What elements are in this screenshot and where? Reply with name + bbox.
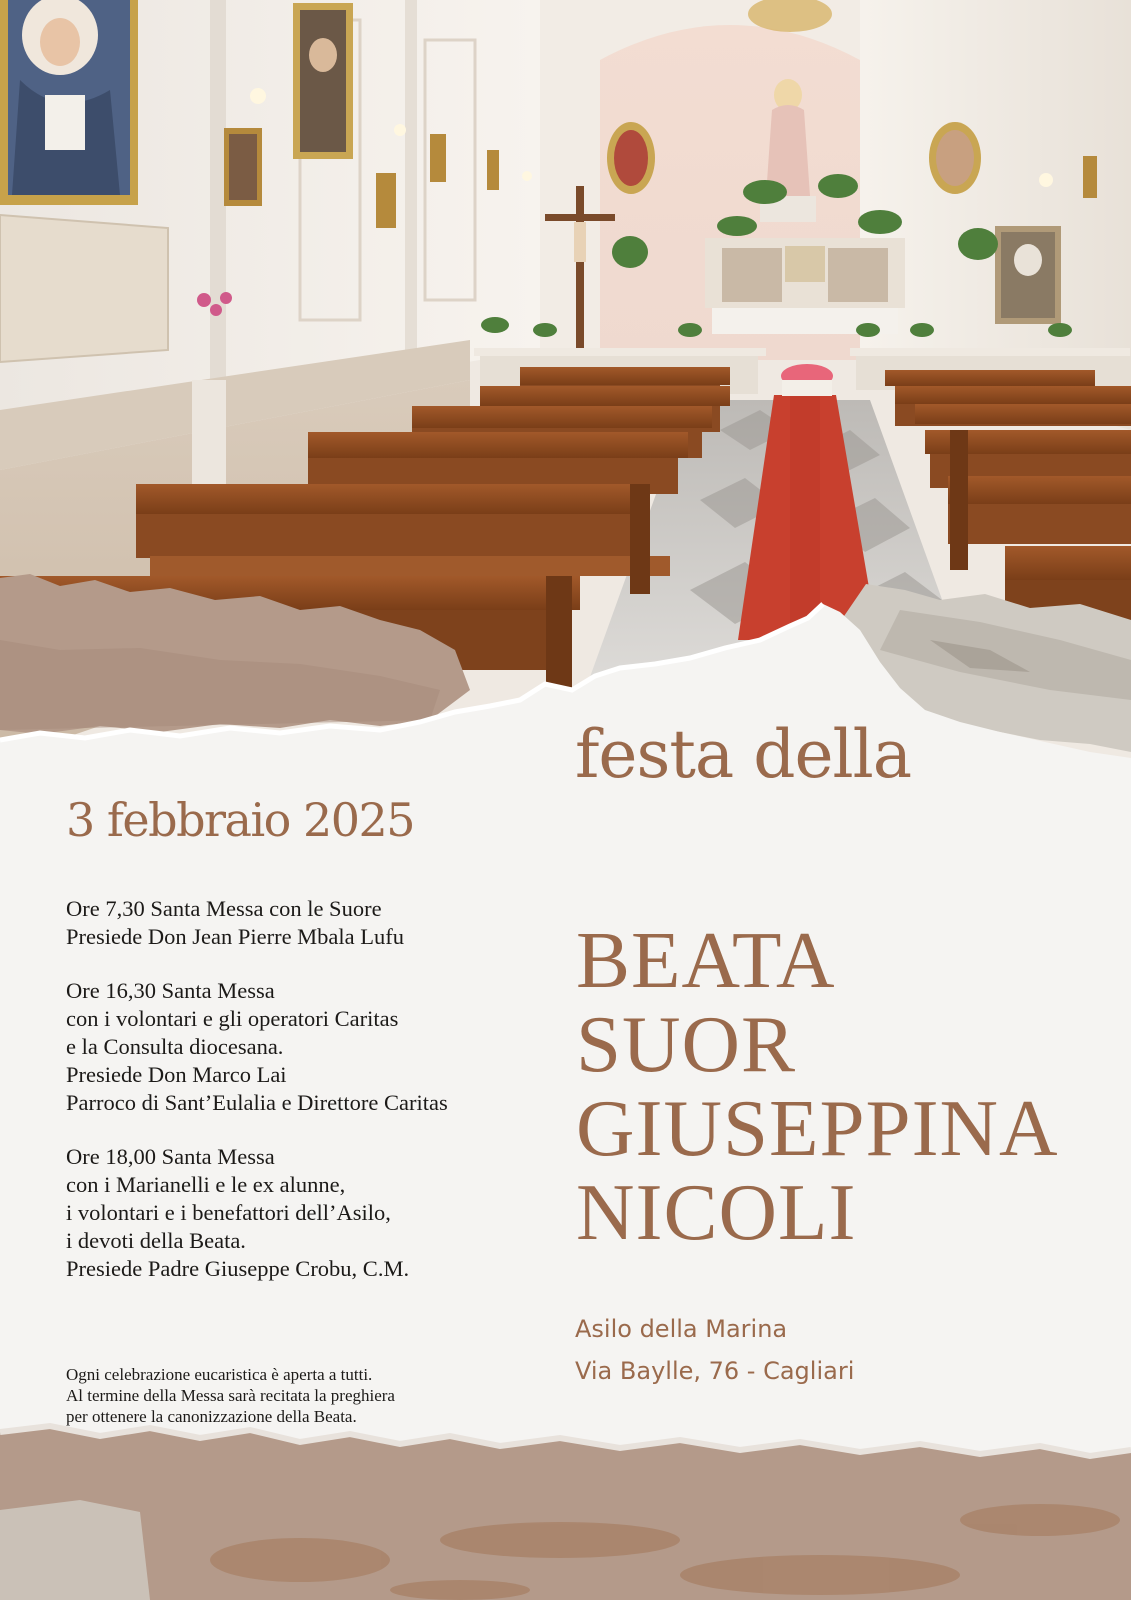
schedule-line: con i Marianelli e le ex alunne, bbox=[66, 1172, 346, 1197]
location-name: Asilo della Marina bbox=[575, 1315, 788, 1343]
schedule-block bbox=[66, 977, 536, 1117]
schedule-block bbox=[66, 895, 536, 951]
celebration-note bbox=[66, 1364, 536, 1427]
schedule-block bbox=[66, 1143, 536, 1283]
beata-name-line: GIUSEPPINA bbox=[576, 1083, 1059, 1173]
note-line: Al termine della Messa sarà recitata la preghiera bbox=[66, 1386, 395, 1405]
schedule-line: Presiede Don Jean Pierre Mbala Lufu bbox=[66, 924, 405, 949]
beata-name-line: BEATA bbox=[576, 915, 836, 1005]
schedule-line: Ore 7,30 Santa Messa con le Suore bbox=[66, 896, 382, 921]
schedule-line: e la Consulta diocesana. bbox=[66, 1034, 284, 1059]
schedule-line: Parroco di Sant’Eulalia e Direttore Caritas bbox=[66, 1090, 448, 1115]
schedule-line: i devoti della Beata. bbox=[66, 1228, 246, 1253]
note-line: Ogni celebrazione eucaristica è aperta a tutti. bbox=[66, 1365, 373, 1384]
schedule-line: i volontari e i benefattori dell’Asilo, bbox=[66, 1200, 391, 1225]
location-address: Via Baylle, 76 - Cagliari bbox=[575, 1357, 855, 1385]
mass-schedule bbox=[66, 895, 536, 1309]
schedule-line: Ore 18,00 Santa Messa bbox=[66, 1144, 275, 1169]
beata-name-line: NICOLI bbox=[576, 1167, 857, 1257]
event-location bbox=[575, 1308, 854, 1392]
beata-name-heading bbox=[576, 915, 1059, 1257]
event-title-festa: festa della bbox=[575, 716, 912, 793]
schedule-line: con i volontari e gli operatori Caritas bbox=[66, 1006, 399, 1031]
event-date: 3 febbraio 2025 bbox=[66, 793, 415, 847]
schedule-line: Presiede Padre Giuseppe Crobu, C.M. bbox=[66, 1256, 410, 1281]
schedule-line: Presiede Don Marco Lai bbox=[66, 1062, 287, 1087]
beata-name-line: SUOR bbox=[576, 999, 797, 1089]
note-line: per ottenere la canonizzazione della Beata. bbox=[66, 1407, 357, 1426]
schedule-line: Ore 16,30 Santa Messa bbox=[66, 978, 275, 1003]
